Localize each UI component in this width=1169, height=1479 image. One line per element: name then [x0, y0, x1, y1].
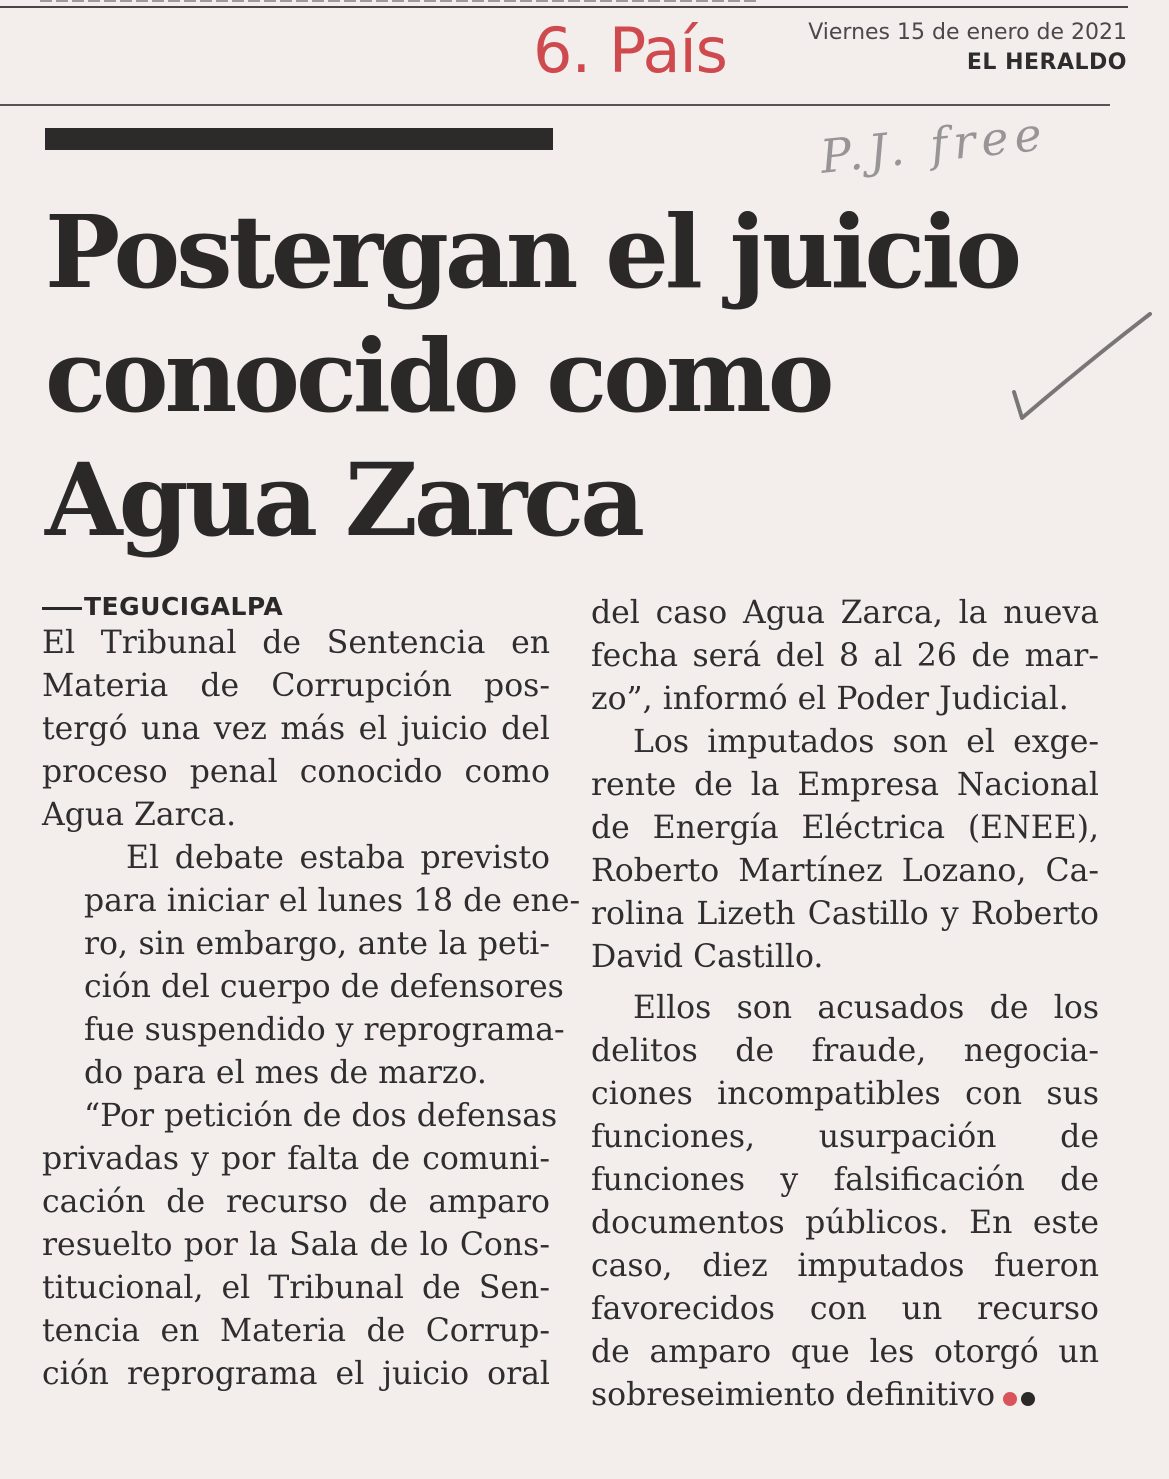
- text-line: Agua Zarca.: [42, 797, 237, 833]
- text-line: ción reprograma el juicio oral: [42, 1356, 550, 1392]
- previous-page-text-strip: [40, 0, 760, 2]
- newspaper-name: EL HERALDO: [966, 50, 1127, 75]
- headline-line: Agua Zarca: [45, 441, 641, 559]
- text-line: funciones y falsificación de: [591, 1162, 1099, 1198]
- text-line: titucional, el Tribunal de Sen-: [42, 1270, 550, 1306]
- paragraph: [42, 622, 550, 837]
- kicker-bar: [45, 128, 553, 150]
- end-of-article-dots-icon: [999, 1375, 1035, 1418]
- text-line: David Castillo.: [591, 939, 824, 975]
- dateline-place: [42, 592, 550, 622]
- text-line: del caso Agua Zarca, la nueva: [591, 595, 1099, 631]
- section-title: 6. País: [533, 14, 727, 87]
- text-line: favorecidos con un recurso: [591, 1291, 1099, 1327]
- dateline-dash: [42, 607, 82, 610]
- issue-date: Viernes 15 de enero de 2021: [808, 20, 1127, 45]
- text-line: ro, sin embargo, ante la peti-: [84, 926, 550, 962]
- top-rule: [0, 6, 1128, 8]
- text-line: do para el mes de marzo.: [84, 1055, 487, 1091]
- text-line: cación de recurso de amparo: [42, 1184, 550, 1220]
- text-line: Roberto Martínez Lozano, Ca-: [591, 853, 1099, 889]
- article-column-left: [42, 592, 581, 1396]
- text-line: [591, 1374, 1099, 1418]
- text-line: Ellos son acusados de los: [633, 990, 1099, 1026]
- text-line: proceso penal conocido como: [42, 754, 550, 790]
- text-line: Materia de Corrupción pos-: [42, 668, 550, 704]
- text-line: “Por petición de dos defensas: [84, 1098, 558, 1134]
- text-line: de Energía Eléctrica (ENEE),: [591, 810, 1099, 846]
- text-line: documentos públicos. En este: [591, 1205, 1099, 1241]
- text-line: Los imputados son el exge-: [633, 724, 1099, 760]
- paragraph: [42, 837, 581, 1095]
- text-line: El debate estaba previsto: [126, 840, 550, 876]
- text-line: fecha será del 8 al 26 de mar-: [591, 638, 1099, 674]
- text-line: caso, diez imputados fueron: [591, 1248, 1099, 1284]
- text-line-content: sobreseimiento definitivo: [591, 1377, 996, 1413]
- article-headline: [45, 190, 1065, 562]
- text-line: para iniciar el lunes 18 de ene-: [84, 883, 581, 919]
- text-line: rolina Lizeth Castillo y Roberto: [591, 896, 1099, 932]
- text-line: delitos de fraude, negocia-: [591, 1033, 1099, 1069]
- handwritten-note: P.J. free: [817, 106, 1051, 184]
- text-line: fue suspendido y reprograma-: [84, 1012, 565, 1048]
- paragraph: [591, 987, 1099, 1418]
- text-line: privadas y por falta de comuni-: [42, 1141, 550, 1177]
- text-line: funciones, usurpación de: [591, 1119, 1099, 1155]
- end-dot-black: [1021, 1392, 1035, 1406]
- text-line: zo”, informó el Poder Judicial.: [591, 681, 1069, 717]
- article-column-right: [591, 592, 1099, 1418]
- text-line: tergó una vez más el juicio del: [42, 711, 550, 747]
- paragraph: [591, 592, 1099, 721]
- text-line: ción del cuerpo de defensores: [84, 969, 564, 1005]
- text-line: ciones incompatibles con sus: [591, 1076, 1099, 1112]
- headline-line: Postergan el juicio: [45, 193, 1019, 311]
- text-line: de amparo que les otorgó un: [591, 1334, 1099, 1370]
- text-line: El Tribunal de Sentencia en: [42, 625, 550, 661]
- text-line: tencia en Materia de Corrup-: [42, 1313, 550, 1349]
- section-rule: [0, 104, 1110, 106]
- paragraph: [591, 721, 1099, 979]
- end-dot-red: [1003, 1392, 1017, 1406]
- text-line: rente de la Empresa Nacional: [591, 767, 1099, 803]
- paragraph: [42, 1095, 558, 1396]
- text-line: resuelto por la Sala de lo Cons-: [42, 1227, 550, 1263]
- headline-line: conocido como: [45, 317, 831, 435]
- dateline-text: TEGUCIGALPA: [84, 592, 284, 621]
